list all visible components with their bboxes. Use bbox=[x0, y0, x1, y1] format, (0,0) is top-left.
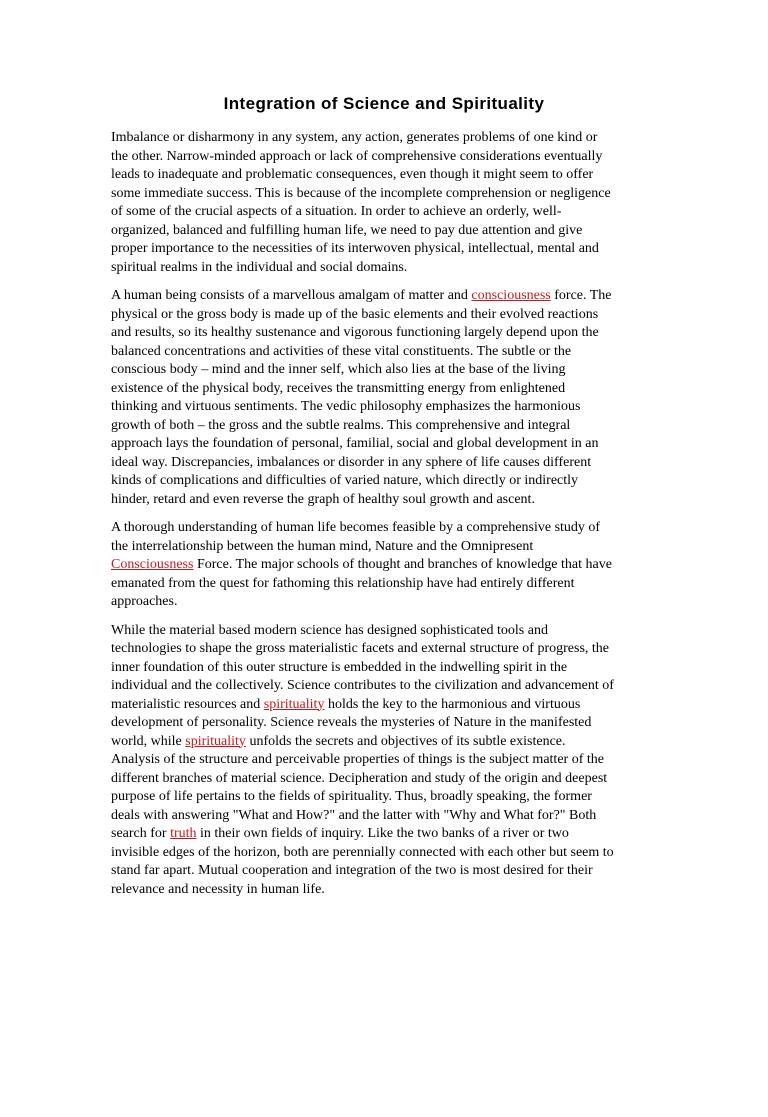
text-run: stand far apart. Mutual cooperation and integration of the two is most desired for their bbox=[111, 863, 593, 878]
text-run: invisible edges of the horizon, both are perennially connected with each other but seem to bbox=[111, 844, 614, 860]
text-run: balanced concentrations and activities of these vital constituents. The subtle or the bbox=[111, 343, 572, 359]
text-run: thinking and virtuous sentiments. The vedic philosophy emphasizes the harmonious bbox=[111, 399, 581, 414]
text-run: and results, so its healthy sustenance and vigorous functioning largely depend upon the bbox=[111, 325, 599, 340]
text-run: search for bbox=[111, 826, 171, 841]
text-run: spiritual realms in the individual and social domains. bbox=[111, 259, 408, 275]
text-run: individual and the collectively. Science contributes to the civilization and advancement of bbox=[111, 678, 614, 693]
text-line bbox=[111, 380, 657, 399]
text-run: some immediate success. This is because of the incomplete comprehension or negligence bbox=[111, 185, 611, 201]
document-column bbox=[111, 93, 657, 899]
text-run: Analysis of the structure and perceivable properties of things is the subject matter of the bbox=[111, 752, 604, 767]
text-run: emanated from the quest for fathoming this relationship have had entirely different bbox=[111, 575, 575, 591]
text-run: existence of the physical body, receives the transmitting energy from enlightened bbox=[111, 380, 566, 396]
text-run: proper importance to the necessities of its interwoven physical, intellectual, mental and bbox=[111, 241, 599, 256]
text-run: While the material based modern science has designed sophisticated tools and bbox=[111, 622, 548, 638]
text-line bbox=[111, 519, 657, 538]
text-run: force. The bbox=[550, 288, 612, 303]
text-run: deals with answering "What and How?" and the latter with "Why and What for?" Both bbox=[111, 807, 597, 823]
text-run: technologies to shape the gross materialistic facets and external structure of progress, the bbox=[111, 641, 609, 656]
text-run: approaches. bbox=[111, 594, 178, 609]
text-line bbox=[111, 398, 657, 417]
text-run: of some of the crucial aspects of a situation. In order to achieve an orderly, well- bbox=[111, 204, 562, 219]
text-run: approach lays the foundation of personal, familial, social and global development in an bbox=[111, 436, 599, 451]
text-line bbox=[111, 575, 657, 594]
text-run: relevance and necessity in human life. bbox=[111, 881, 325, 897]
text-line bbox=[111, 807, 657, 826]
text-line bbox=[111, 751, 657, 770]
text-line bbox=[111, 148, 657, 167]
hyperlink-consciousness[interactable]: Consciousness bbox=[111, 557, 194, 572]
text-run: Force. The major schools of thought and branches of knowledge that have bbox=[193, 557, 612, 572]
text-line bbox=[111, 659, 657, 678]
text-run: the other. Narrow-minded approach or lack of comprehensive considerations eventually bbox=[111, 148, 603, 164]
document-body bbox=[111, 129, 657, 899]
text-line bbox=[111, 770, 657, 789]
paragraph bbox=[111, 519, 657, 612]
text-line bbox=[111, 862, 657, 881]
document-page bbox=[0, 93, 768, 1117]
text-line bbox=[111, 324, 657, 343]
text-run: development of personality. Science reveals the mysteries of Nature in the manifested bbox=[111, 715, 592, 730]
text-line bbox=[111, 417, 657, 436]
hyperlink-truth[interactable]: truth bbox=[170, 826, 197, 841]
text-line bbox=[111, 696, 657, 715]
text-run: A human being consists of a marvellous amalgam of matter and bbox=[111, 288, 472, 303]
text-line bbox=[111, 166, 657, 185]
hyperlink-spirituality[interactable]: spirituality bbox=[263, 696, 325, 712]
text-line bbox=[111, 435, 657, 454]
text-run: inner foundation of this outer structure is embedded in the indwelling spirit in the bbox=[111, 659, 568, 675]
text-run: physical or the gross body is made up of the basic elements and their evolved reactions bbox=[111, 306, 599, 322]
text-run: holds the key to the harmonious and virtuous bbox=[324, 696, 581, 712]
text-line bbox=[111, 733, 657, 752]
text-line bbox=[111, 844, 657, 863]
text-run: A thorough understanding of human life becomes feasible by a comprehensive study of bbox=[111, 520, 601, 535]
text-run: conscious body – mind and the inner self, which also lies at the base of the living bbox=[111, 362, 566, 377]
text-line bbox=[111, 825, 657, 844]
paragraph bbox=[111, 622, 657, 900]
text-run: kinds of complications and difficulties of varied nature, which directly or indirectly bbox=[111, 473, 579, 488]
text-line bbox=[111, 222, 657, 241]
text-run: Imbalance or disharmony in any system, any action, generates problems of one kind or bbox=[111, 130, 598, 145]
text-run: ideal way. Discrepancies, imbalances or disorder in any sphere of life causes different bbox=[111, 454, 592, 470]
text-line bbox=[111, 259, 657, 278]
text-line bbox=[111, 538, 657, 557]
text-run: in their own fields of inquiry. Like the two banks of a river or two bbox=[196, 826, 569, 841]
text-run: leads to inadequate and problematic consequences, even though it might seem to offer bbox=[111, 167, 594, 182]
text-line bbox=[111, 129, 657, 148]
text-line bbox=[111, 622, 657, 641]
document-title: Integration of Science and Spirituality bbox=[223, 94, 545, 113]
hyperlink-consciousness[interactable]: consciousness bbox=[471, 288, 551, 303]
hyperlink-spirituality[interactable]: spirituality bbox=[185, 733, 246, 749]
text-line bbox=[111, 306, 657, 325]
text-line bbox=[111, 361, 657, 380]
text-line bbox=[111, 556, 657, 575]
text-line bbox=[111, 714, 657, 733]
text-run: world, while bbox=[111, 733, 186, 749]
text-line bbox=[111, 491, 657, 510]
text-line bbox=[111, 788, 657, 807]
text-line bbox=[111, 593, 657, 612]
paragraph bbox=[111, 129, 657, 277]
text-line bbox=[111, 677, 657, 696]
text-line bbox=[111, 287, 657, 306]
text-line bbox=[111, 640, 657, 659]
text-line bbox=[111, 240, 657, 259]
text-run: hinder, retard and even reverse the graph of healthy soul growth and ascent. bbox=[111, 491, 535, 507]
text-run: unfolds the secrets and objectives of its subtle existence. bbox=[245, 733, 566, 749]
text-line bbox=[111, 454, 657, 473]
text-run: the interrelationship between the human mind, Nature and the Omnipresent bbox=[111, 538, 534, 554]
text-run: different branches of material science. Decipheration and study of the origin and deepest bbox=[111, 770, 608, 786]
text-run: organized, balanced and fulfilling human life, we need to pay due attention and give bbox=[111, 222, 583, 238]
text-line bbox=[111, 185, 657, 204]
text-run: purpose of life pertains to the fields of spirituality. Thus, broadly speaking, the former bbox=[111, 789, 592, 804]
text-run: materialistic resources and bbox=[111, 696, 264, 712]
text-line bbox=[111, 343, 657, 362]
text-line bbox=[111, 472, 657, 491]
text-run: growth of both – the gross and the subtle realms. This comprehensive and integral bbox=[111, 417, 571, 433]
text-line bbox=[111, 203, 657, 222]
text-line bbox=[111, 881, 657, 900]
paragraph bbox=[111, 287, 657, 509]
